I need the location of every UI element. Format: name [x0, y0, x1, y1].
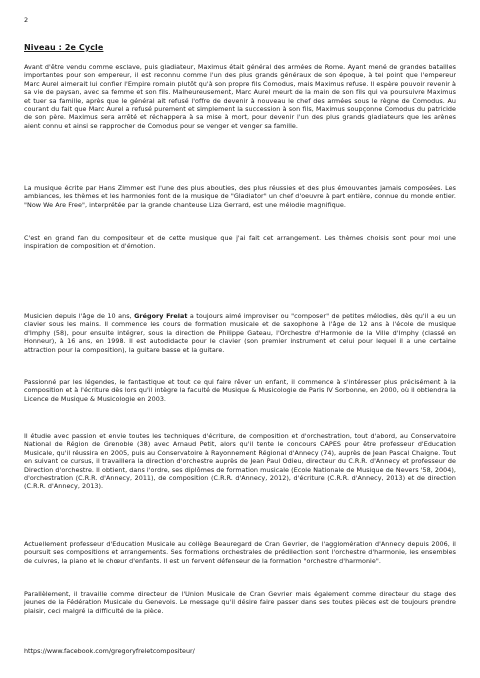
career-paragraph: Actuellement professeur d'Education Musicale au collège Beauregard de Cran Gevrier, de l'agglomération d'Annecy depuis 2006, il poursuit ses compositions et arrangements. Ses formations orchestrales de prédilection sont l'orchestre d'harmonie, les ensembles de cuivres, la piano et le chœur d'enfants. Il est un fervent défenseur de la formation "orchestre d'harmonie".: [24, 540, 456, 565]
training-paragraph: Il étudie avec passion et envie toutes les techniques d'écriture, de composition et d'orchestration, tout d'abord, au Conservatoire National de Région de Grenoble (38) avec Arnaud Petit, alors qu'il tente le concours CAPES pour être professeur d'Education Musicale, qu'il réussira en 2005, puis au Conservatoire à Rayonnement Régional d'Annecy (74), auprès de Jean Pascal Chaigne. Tout en suivant ce cursus, il travaillera la direction d'orchestre auprès de Jean Paul Odieu, directeur du C.R.R. d'Annecy et professeur de Direction d'orchestre. Il obtient, dans l'ordre, ses diplômes de formation musicale (Ecole Nationale de Musique de Nevers '58, 2004), d'orchestration (C.R.R. d'Annecy, 2011), de composition (C.R.R. d'Annecy, 2012), d'écriture (C.R.R. d'Annecy, 2013) et de direction (C.R.R. d'Annecy, 2013).: [24, 432, 456, 491]
biography-rest: a toujours aimé improviser ou "composer" de petites mélodies, dès qu'il a eu un clavier sous les mains. Il commence les cours de formation musicale et de saxophone à l'âge de 12 ans à l'école de musique d'Imphy (58), pour ensuite intégrer, sous la direction de Philippe Gateau, l'Orchestre d'Harmonie de la Ville d'Imphy (classé en Honneur), à 16 ans, en 1998. Il est autodidacte pour le clavier (son premier instrument et celui pour lequel il a une certaine attraction pour la composition), la guitare basse et la guitare.: [24, 312, 456, 354]
biography-paragraph: [24, 312, 456, 354]
activities-paragraph: Parallèlement, il travaille comme directeur de l'Union Musicale de Cran Gevrier mais également comme directeur du stage des jeunes de la Fédération Musicale du Genevois. Le message qu'il désire faire passer dans ses toutes pièces est de toujours prendre plaisir, ceci malgré la difficulté de la pièce.: [24, 590, 456, 615]
synopsis-paragraph: Avant d'être vendu comme esclave, puis gladiateur, Maximus était général des armées de Rome. Ayant mené de grandes batailles importantes pour son empereur, il est reconnu comme l'un des plus grands généraux de son époque, à tel point que l'empereur Marc Aurel aimerait lui confier l'Empire romain plutôt qu'à son propre fils Comodus, mais Maximus refuse. Il espère pouvoir revenir à sa vie de paysan, avec sa femme et son fils. Malheureusement, Marc Aurel meurt de la main de son fils qui va poursuivre Maximus et tuer sa famille, après que le général ait refusé l'offre de devenir à nouveau le chef des armées sous le règne de Comodus. Au courant du fait que Marc Aurel a refusé purement et simplement la succession à son fils, Maximus soupçonne Comodus du patricide de son père. Maximus sera arrêté et réchappera à sa mise à mort, pour devenir l'un des plus grands gladiateurs que les arènes aient connu et ainsi se rapprocher de Comodus pour se venger et venger sa famille.: [24, 63, 456, 130]
studies-paragraph: Passionné par les légendes, le fantastique et tout ce qui faire rêver un enfant, il commence à s'intéresser plus précisément à la composition et à l'écriture dès lors qu'il intègre la faculté de Musique & Musicologie de Paris IV Sorbonne, en 2000, où il obtiendra la Licence de Musique & Musicologie en 2003.: [24, 378, 456, 403]
page-number: 2: [24, 16, 29, 24]
composer-name: Grégory Frelat: [134, 312, 188, 320]
level-heading: Niveau : 2e Cycle: [24, 43, 104, 52]
facebook-link[interactable]: https://www.facebook.com/gregoryfreletcompositeur/: [24, 647, 195, 655]
arrangement-paragraph: C'est en grand fan du compositeur et de cette musique que j'ai fait cet arrangement. Les thèmes choisis sont pour moi une inspiration de composition et d'émotion.: [24, 234, 456, 251]
biography-prefix: Musicien depuis l'âge de 10 ans,: [24, 312, 135, 320]
music-paragraph: La musique écrite par Hans Zimmer est l'une des plus abouties, des plus réussies et des plus émouvantes jamais composées. Les ambiances, les thèmes et les harmonies font de la musique de "Gladiator" un chef d'oeuvre à part entière, connue du monde entier. "Now We Are Free", interprétée par la grande chanteuse Liza Gerrard, est une mélodie magnifique.: [24, 184, 456, 209]
